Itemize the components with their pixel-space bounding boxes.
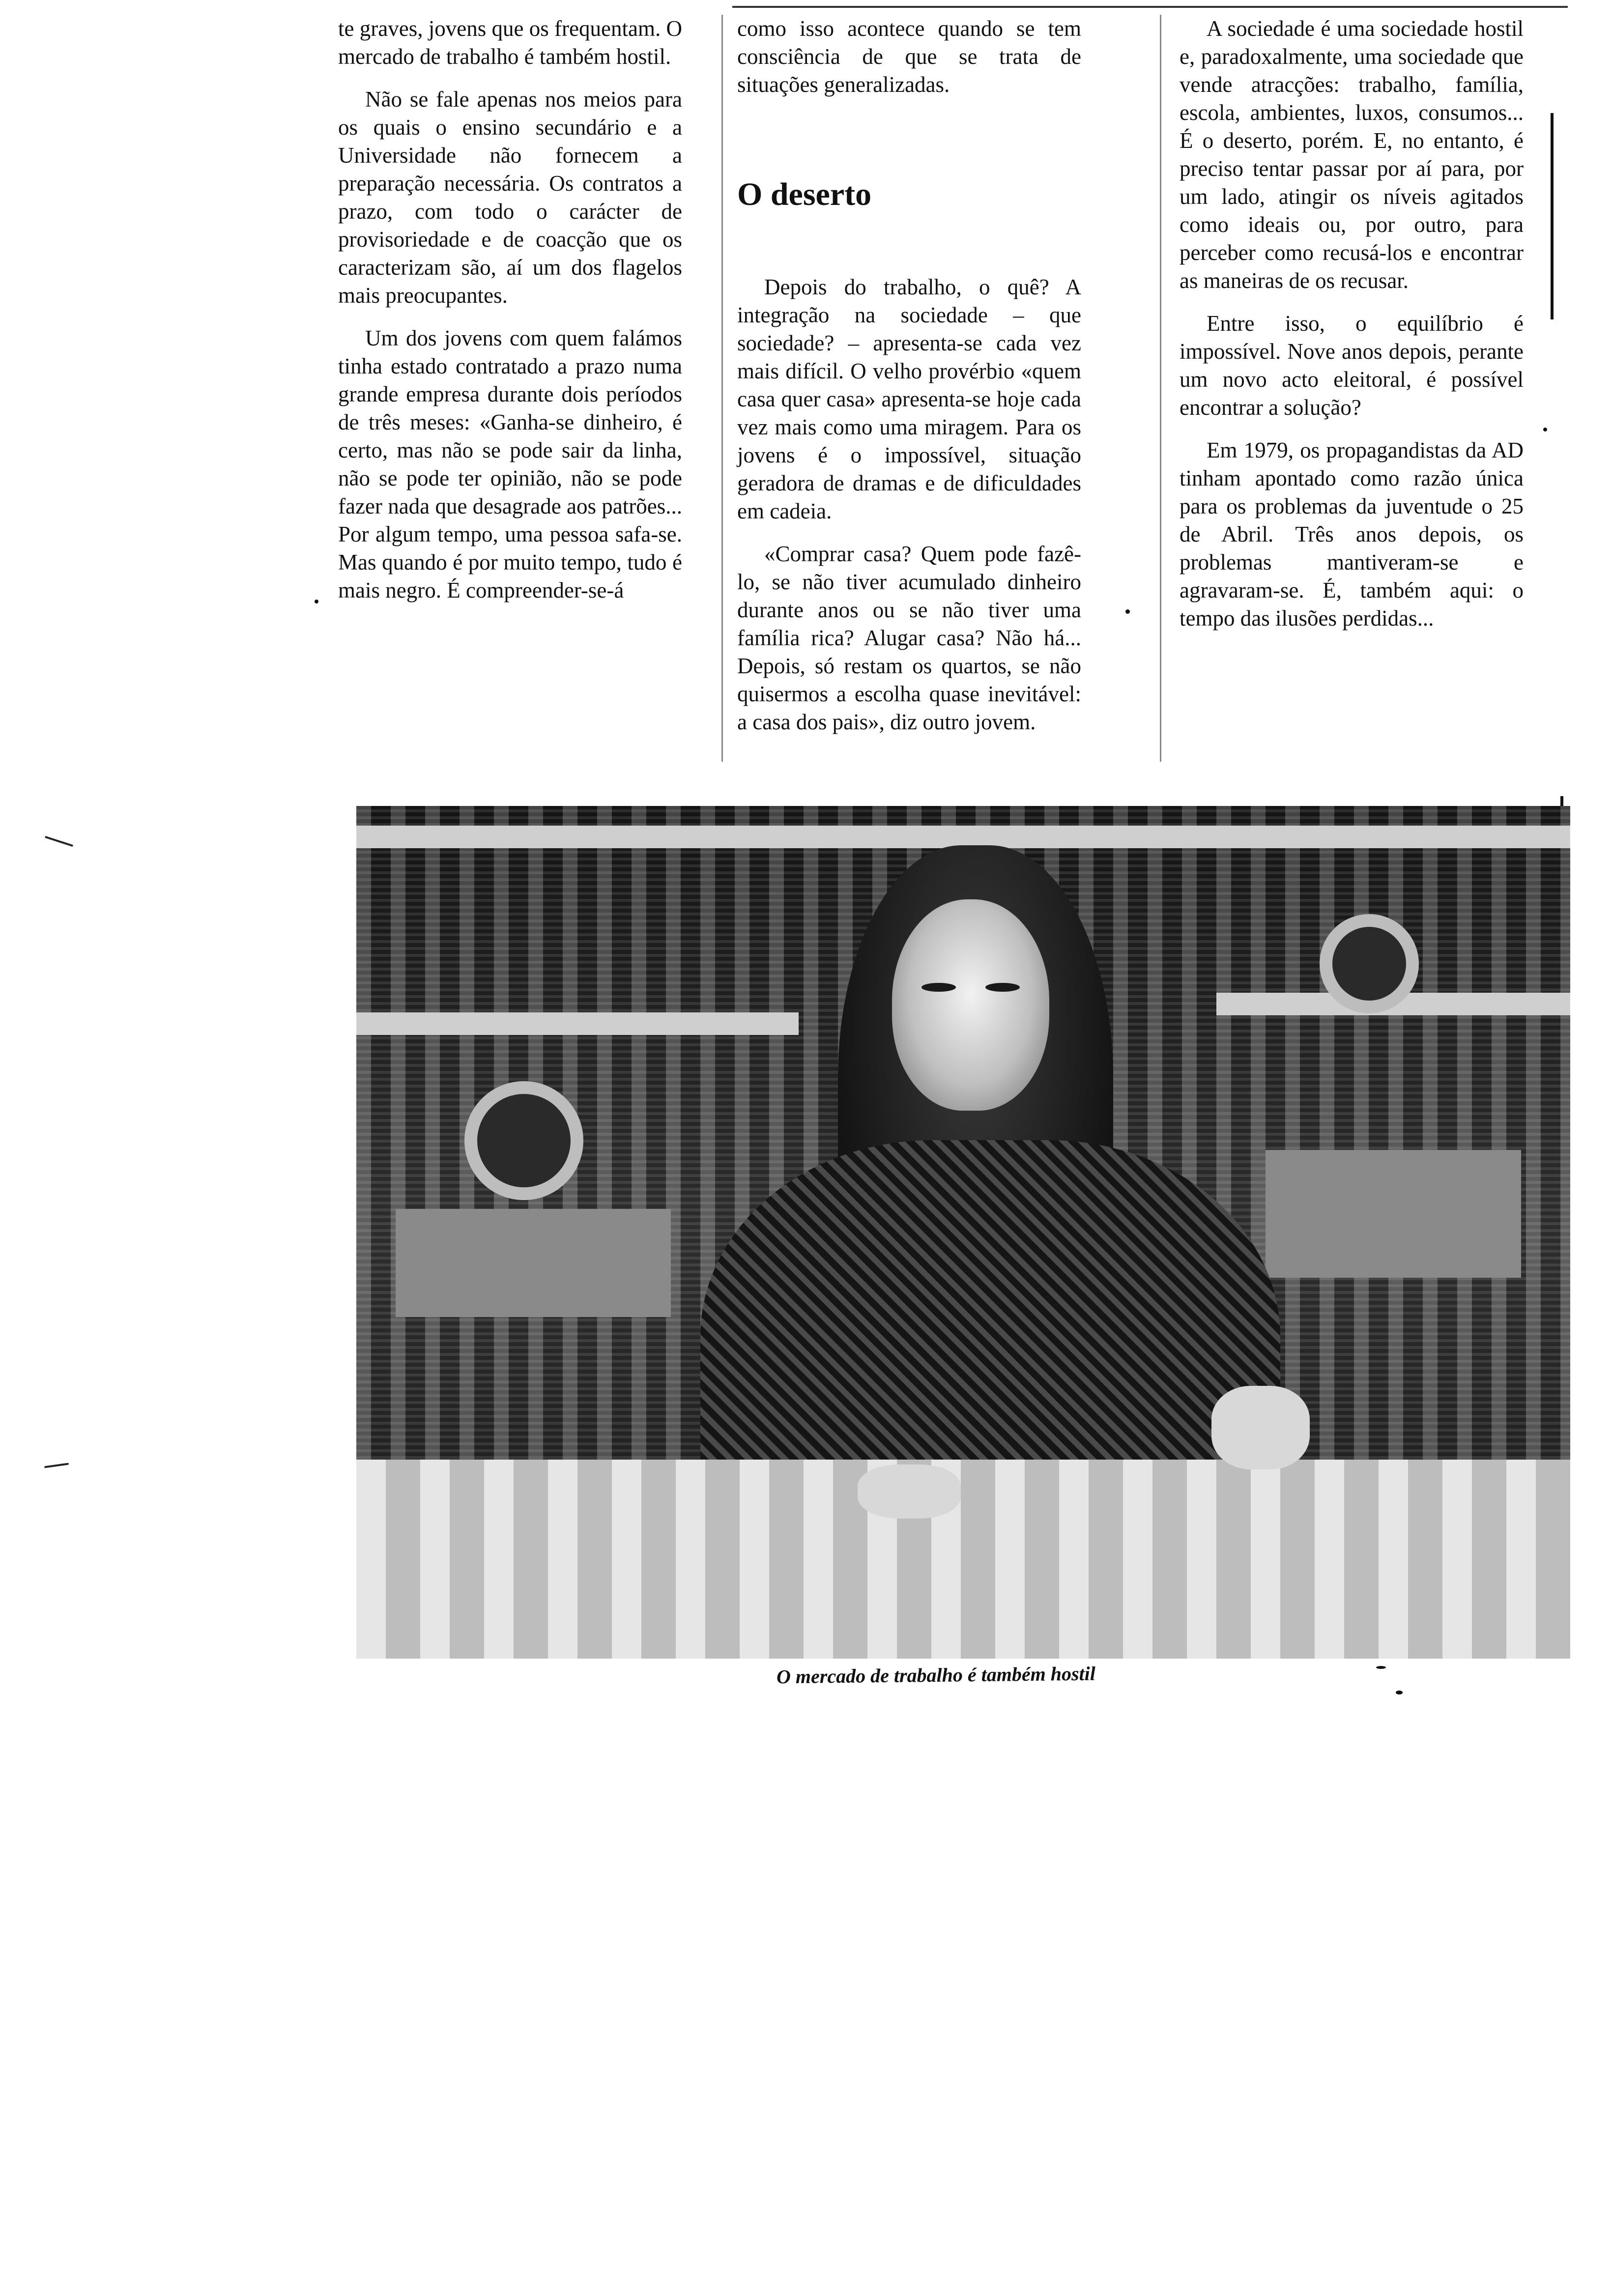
section-heading: O deserto [737,176,872,212]
photo-machine-block [1266,1150,1521,1278]
photo-caption: O mercado de trabalho é também hostil [776,1662,1096,1688]
column-divider [1160,15,1161,762]
photo-shelf [356,1012,799,1035]
scan-speck [1125,609,1130,614]
paragraph: Não se fale apenas nos meios para os quais o ensino secundário e a Universidade não fornecem a preparação necessária. Os contratos a prazo, com todo o carácter de provisoriedade e de coacção que os caracterizam são, aí um dos flagelos mais preocupantes. [338,87,682,308]
paragraph: te graves, jovens que os frequentam. O mercado de trabalho é também hostil. [338,16,682,69]
edge-scan-mark [1551,113,1554,319]
article-column-3 [1180,15,1524,647]
margin-mark [45,836,73,847]
article-column-1 [338,15,682,619]
photo-machine-wheel [1320,914,1419,1013]
scan-speck [1543,428,1547,431]
paragraph: Entre isso, o equilíbrio é impossível. Nove anos depois, perante um novo acto eleitoral, é possível encontrar a solução? [1180,311,1524,420]
top-rule [732,6,1568,8]
column-divider [721,15,723,762]
article-photo [356,806,1570,1659]
paragraph: A sociedade é uma sociedade hostil e, paradoxalmente, uma sociedade que vende atracções: trabalho, família, escola, ambientes, luxos, consumos... É o deserto, porém. E, no entanto, é preciso tentar passar por aí para, por um lado, atingir os níveis agitados como ideais ou, por outro, para perceber como recusá-los e encontrar as maneiras de os recusar. [1180,16,1524,293]
photo-eye [985,983,1020,992]
photo-machine-block [396,1209,671,1317]
paragraph: «Comprar casa? Quem pode fazê-lo, se não tiver acumulado dinheiro durante anos ou se não tiver uma família rica? Alugar casa? Não há... Depois, só restam os quartos, se não quisermos a escolha quase inevitável: a casa dos pais», diz outro jovem. [737,542,1081,734]
photo-workbench [356,1460,1570,1659]
paragraph: Em 1979, os propagandistas da AD tinham apontado como razão única para os problemas da juventude o 25 de Abril. Três anos depois, os problemas mantiveram-se e agravaram-se. É, também aqui: o tempo das ilusões perdidas... [1180,438,1524,631]
photo-hand [1211,1386,1310,1469]
article-column-2 [737,15,1081,751]
margin-mark [44,1463,69,1468]
scan-speck [1376,1666,1386,1669]
photo-eye [921,983,956,992]
scan-speck [315,600,318,603]
paragraph: Depois do trabalho, o quê? A integração na sociedade – que sociedade? – apresenta-se cada vez mais difícil. O velho provérbio «quem casa quer casa» apresenta-se hoje cada vez mais como uma miragem. Para os jovens é o impossível, situação geradora de dramas e de dificuldades em cadeia. [737,275,1081,523]
photo-face [892,899,1049,1111]
photo-hand [858,1464,961,1519]
scan-speck [1396,1691,1403,1694]
paragraph: como isso acontece quando se tem consciência de que se trata de situações generalizadas. [737,16,1081,97]
paragraph: Um dos jovens com quem falámos tinha estado contratado a prazo numa grande empresa durante dois períodos de três meses: «Ganha-se dinheiro, é certo, mas não se pode sair da linha, não se pode ter opinião, não se pode fazer nada que desagrade aos patrões... Por algum tempo, uma pessoa safa-se. Mas quando é por muito tempo, tudo é mais negro. É compreender-se-á [338,326,682,603]
photo-machine-wheel [464,1081,583,1200]
